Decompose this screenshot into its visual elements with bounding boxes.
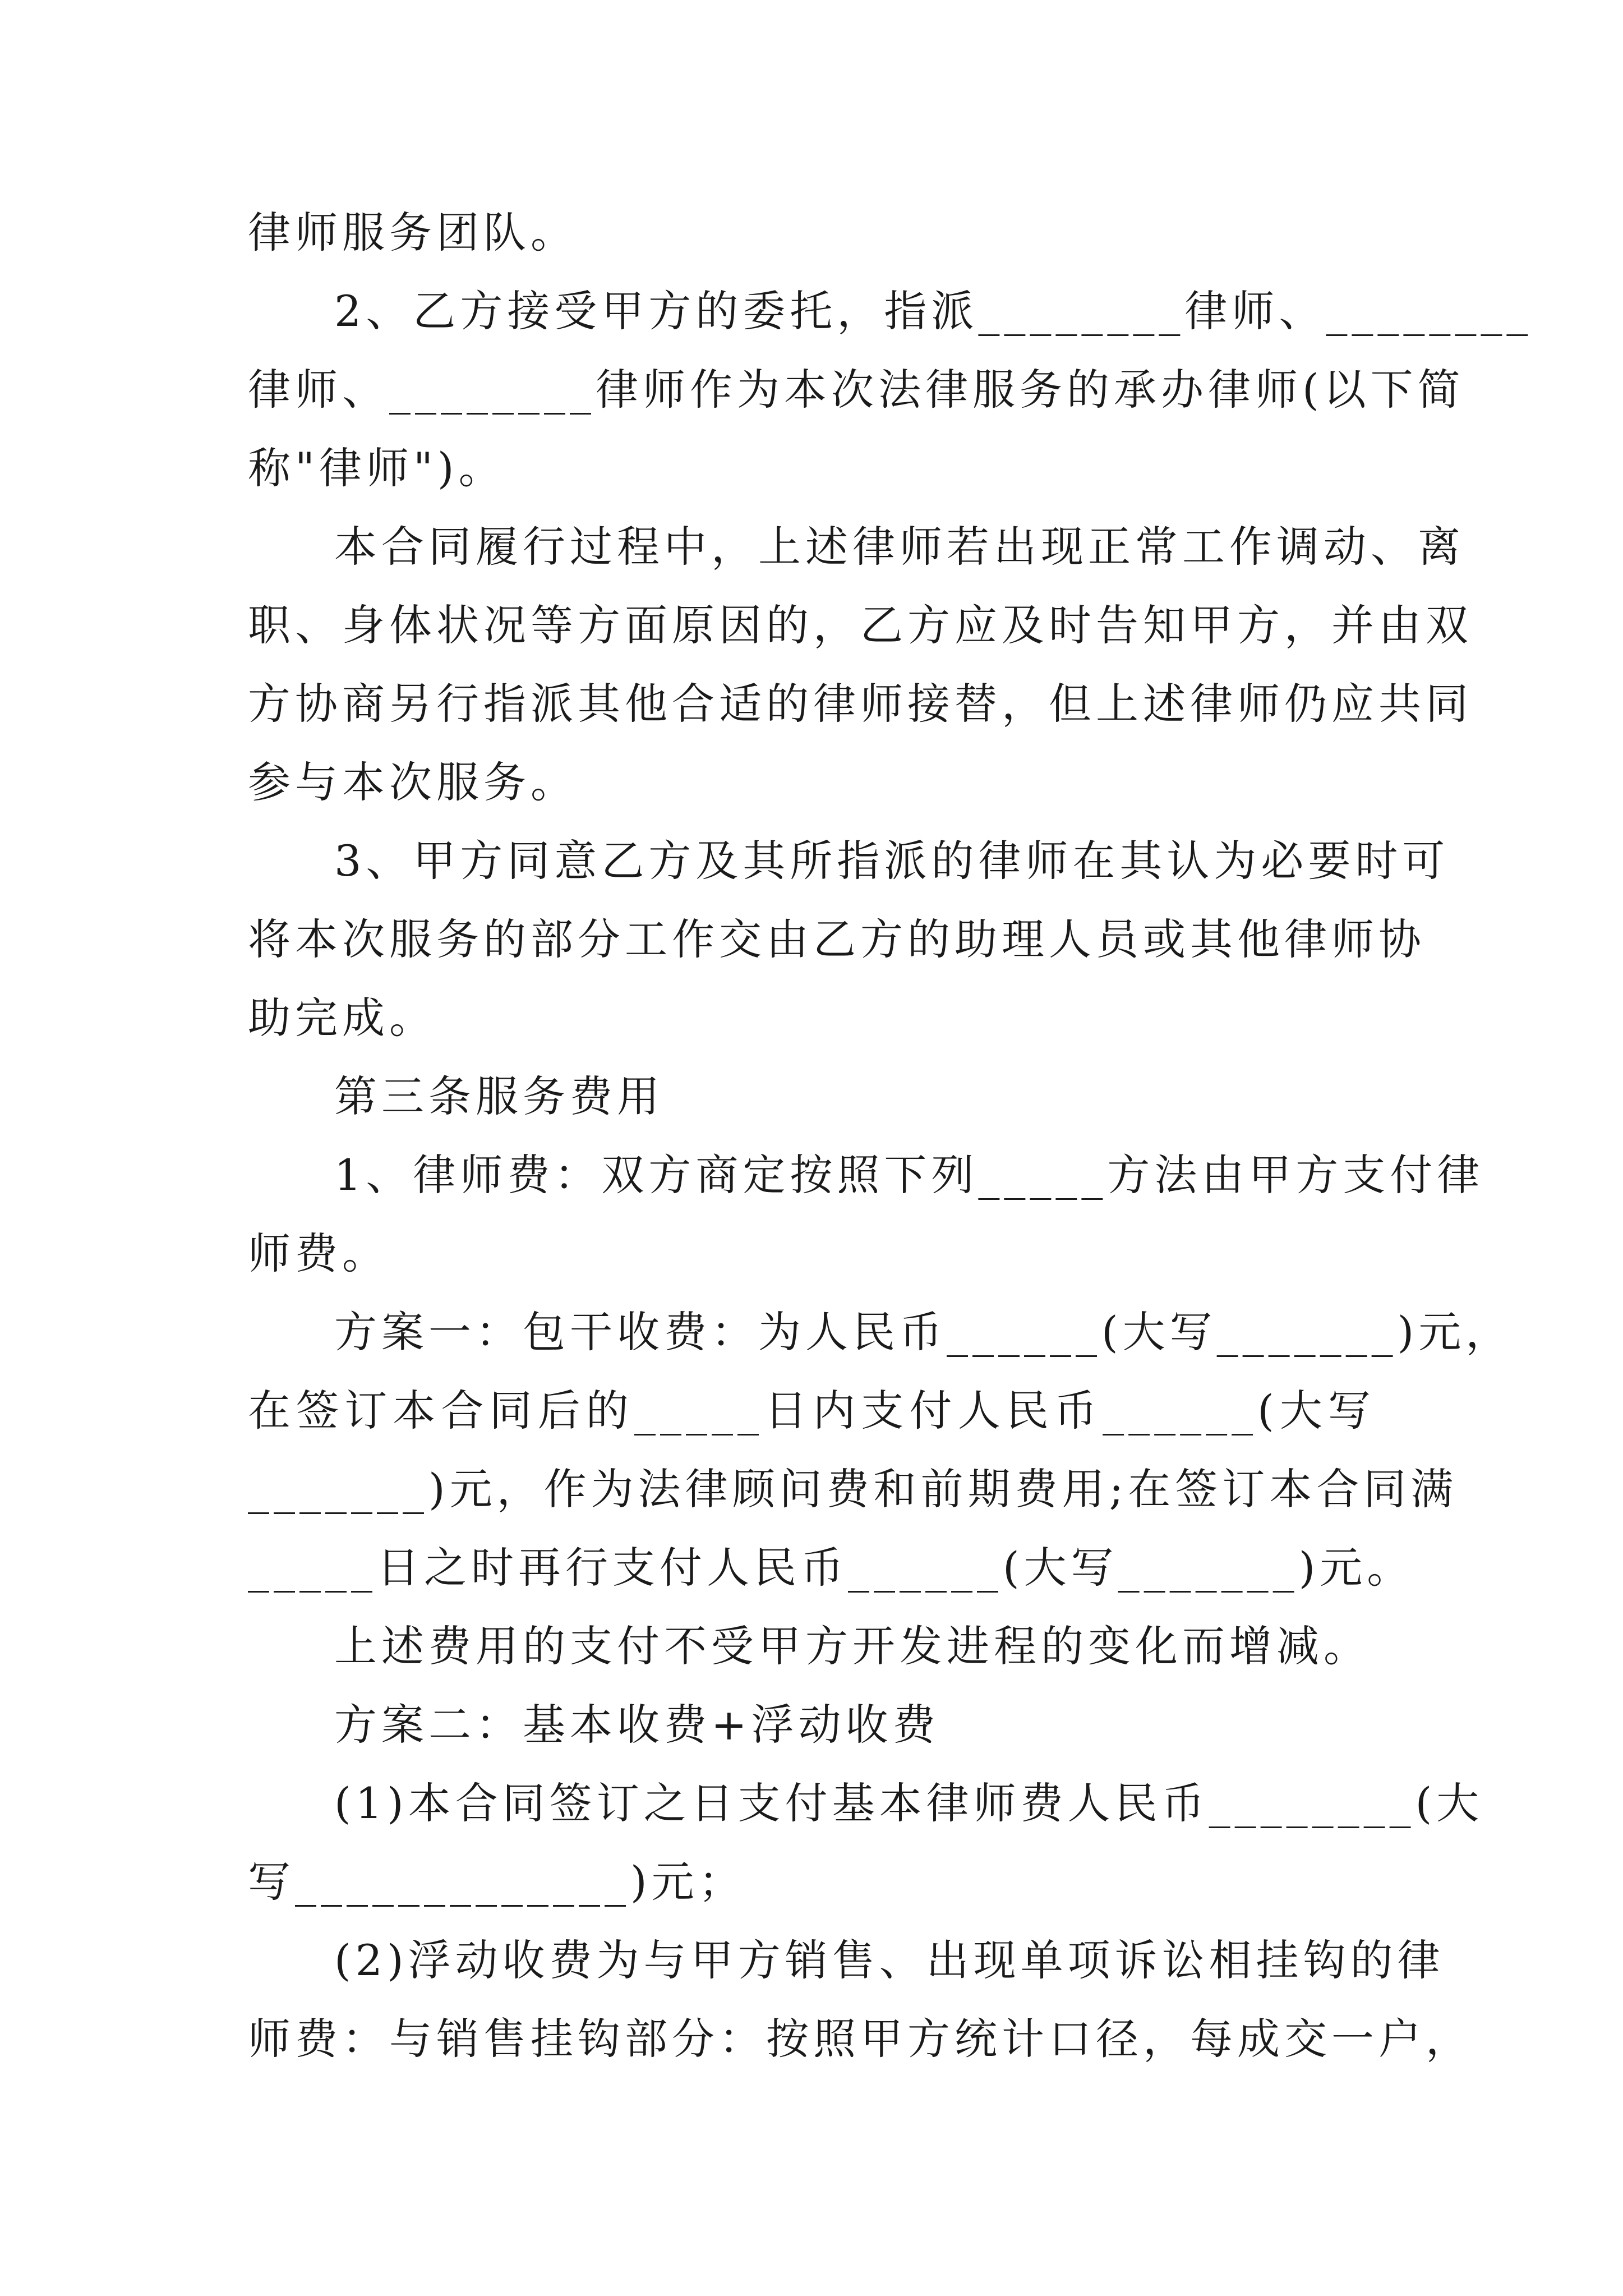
text-line: 助完成。: [248, 993, 436, 1043]
text-line: 律师服务团队。: [248, 208, 578, 257]
text-line: 方案一：包干收费：为人民币______(大写_______)元，: [334, 1307, 1513, 1357]
text-line: 律师、________律师作为本次法律服务的承办律师(以下简: [248, 365, 1465, 415]
text-line: 师费。: [248, 1228, 389, 1278]
text-line: 称"律师")。: [248, 443, 506, 493]
text-line: 1、律师费：双方商定按照下列_____方法由甲方支付律: [334, 1150, 1484, 1200]
text-line: _______)元，作为法律顾问费和前期费用;在签订本合同满: [248, 1464, 1458, 1514]
text-line: (2)浮动收费为与甲方销售、出现单项诉讼相挂钩的律: [334, 1935, 1445, 1985]
text-line: 3、甲方同意乙方及其所指派的律师在其认为必要时可: [334, 836, 1450, 886]
text-line: 本合同履行过程中，上述律师若出现正常工作调动、离: [334, 522, 1465, 572]
text-line: 上述费用的支付不受甲方开发进程的变化而增减。: [334, 1621, 1371, 1671]
text-line: (1)本合同签订之日支付基本律师费人民币________(大: [334, 1778, 1484, 1828]
text-line: 将本次服务的部分工作交由乙方的助理人员或其他律师协: [248, 914, 1426, 964]
text-line: 职、身体状况等方面原因的，乙方应及时告知甲方，并由双: [248, 600, 1473, 650]
text-line: 在签订本合同后的_____日内支付人民币______(大写: [248, 1386, 1375, 1435]
text-line: _____日之时再行支付人民币______(大写_______)元。: [248, 1543, 1414, 1593]
text-line: 写_____________)元；: [248, 1857, 746, 1907]
text-line: 方协商另行指派其他合适的律师接替，但上述律师仍应共同: [248, 679, 1473, 729]
text-line: 参与本次服务。: [248, 757, 578, 807]
text-line: 2、乙方接受甲方的委托，指派________律师、________: [334, 286, 1533, 336]
text-line: 方案二：基本收费+浮动收费: [334, 1700, 940, 1750]
section-heading: 第三条服务费用: [334, 1071, 664, 1121]
text-line: 师费：与销售挂钩部分：按照甲方统计口径，每成交一户，: [248, 2014, 1473, 2064]
